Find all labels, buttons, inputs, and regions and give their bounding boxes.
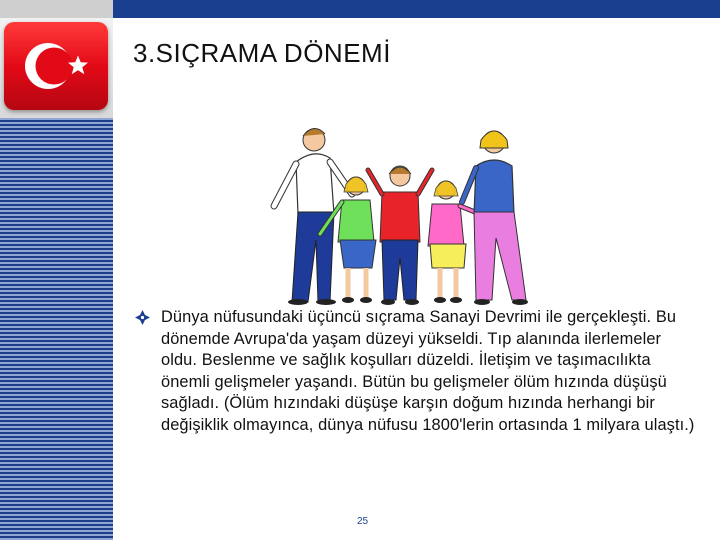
body-text-part2: ile gerçekleşti. Bu dönemde Avrupa'da yaşam düzeyi yükseldi. Tıp alanında ilerlemeler oldu. Beslenme ve sağlık koşulları düzeldi. İletişim ve taşımacılıkta önemli gelişmeler yaşandı. Bütün bu gelişmeler ölüm hızında düşüşü sağladı. (Ölüm hızındaki düşüşe karşın doğum hızında herhangi bir değişiklik olmayınca, dünya nüfusu 1800'lerin ortasında 1 milyara ulaştı.) [161,308,695,434]
family-illustration [268,118,533,311]
body-paragraph [161,307,695,437]
body-text-part1: Dünya nüfusundaki üçüncü sıçrama [161,308,430,326]
turkish-flag-icon [4,22,108,110]
body-text-emphasis: Sanayi Devrimi [429,308,542,326]
top-blue-bar [113,0,720,18]
boy-red-figure [368,166,432,305]
girl-pink-figure [428,181,480,303]
top-gray-bar [0,0,113,18]
slide-title: 3.SIÇRAMA DÖNEMİ [133,38,391,68]
mother-figure [462,131,528,305]
slide-body [135,307,695,437]
page-number: 25 [357,516,369,527]
diamond-bullet-icon [135,310,150,325]
